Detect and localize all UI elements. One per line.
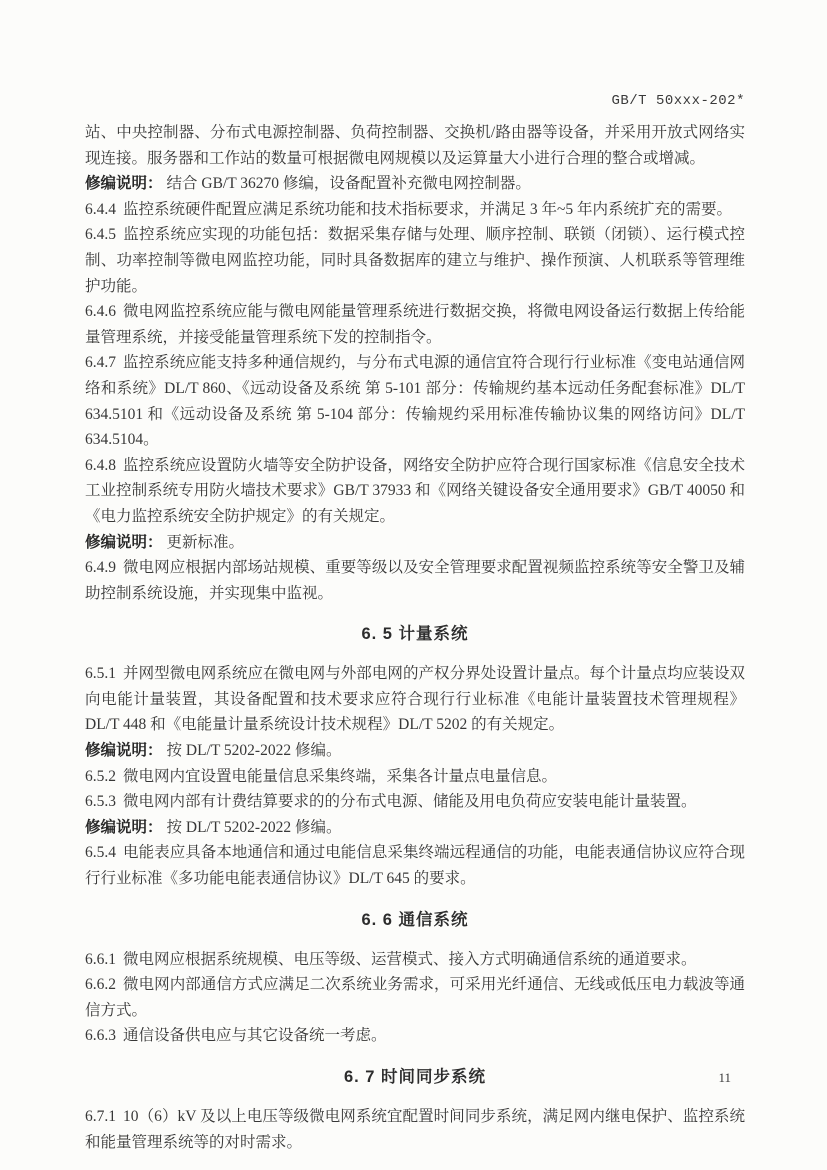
paragraph-text: 微电网内部通信方式应满足二次系统业务需求，可采用光纤通信、无线或低压电力载波等通信方式。 (85, 976, 745, 1019)
body-paragraph (85, 120, 745, 171)
clause-number: 6.6.2 (85, 976, 116, 994)
paragraph-text: 按 DL/T 5202-2022 修编。 (166, 818, 342, 836)
clause-paragraph (85, 972, 745, 1023)
section-heading: 6. 5 计量系统 (361, 625, 469, 644)
paragraph-text: 微电网监控系统应能与微电网能量管理系统进行数据交换，将微电网设备运行数据上传给能量管理系统，并接受能量管理系统下发的控制指令。 (85, 303, 745, 346)
paragraph-text: 10（6）kV 及以上电压等级微电网系统宜配置时间同步系统，满足网内继电保护、监控系统和能量管理系统等的对时需求。 (85, 1108, 745, 1151)
revision-note-paragraph (85, 530, 745, 556)
standard-number: GB/T 50xxx-202* (611, 93, 745, 109)
note-label: 修编说明： (85, 742, 163, 760)
paragraph-text: 微电网应根据内部场站规模、重要等级以及安全管理要求配置视频监控系统等安全警卫及辅助控制系统设施，并实现集中监视。 (85, 559, 745, 602)
paragraph-text: 站、中央控制器、分布式电源控制器、负荷控制器、交换机/路由器等设备，并采用开放式网络实现连接。服务器和工作站的数量可根据微电网规模以及运算量大小进行合理的整合或增减。 (85, 124, 745, 167)
paragraph-text: 微电网内宜设置电能量信息采集终端，采集各计量点电量信息。 (123, 767, 558, 785)
clause-number: 6.4.9 (85, 559, 116, 577)
paragraph-text: 监控系统应实现的功能包括：数据采集存储与处理、顺序控制、联锁（闭锁）、运行模式控制、功率控制等微电网监控功能，同时具备数据库的建立与维护、操作预演、人机联系等管理维护功能。 (85, 226, 745, 295)
clause-paragraph (85, 840, 745, 891)
revision-note-paragraph (85, 815, 745, 841)
paragraph-text: 电能表应具备本地通信和通过电能信息采集终端远程通信的功能，电能表通信协议应符合现行行业标准《多功能电能表通信协议》DL/T 645 的要求。 (85, 844, 745, 888)
paragraph-text: 更新标准。 (166, 533, 245, 551)
document-body (85, 120, 745, 1155)
paragraph-text: 监控系统应设置防火墙等安全防护设备，网络安全防护应符合现行国家标准《信息安全技术 工业控制系统专用防火墙技术要求》GB/T 37933 和《网络关键设备安全通用要求》GB/T 40050 和《电力监控系统安全防护规定》的有关规定。 (85, 456, 745, 525)
clause-number: 6.4.4 (85, 200, 116, 218)
revision-note-paragraph (85, 738, 745, 764)
clause-paragraph (85, 947, 745, 973)
note-label: 修编说明： (85, 533, 163, 551)
paragraph-text: 按 DL/T 5202-2022 修编。 (166, 742, 342, 760)
page-number: 11 (718, 1070, 731, 1085)
paragraph-text: 并网型微电网系统应在微电网与外部电网的产权分界处设置计量点。每个计量点均应装设双向电能计量装置，其设备配置和技术要求应符合现行行业标准《电能计量装置技术管理规程》DL/T 448 和《电能量计量系统设计技术规程》DL/T 5202 的有关规定。 (85, 665, 745, 734)
revision-note-paragraph (85, 171, 745, 197)
clause-paragraph (85, 222, 745, 299)
section-heading: 6. 7 时间同步系统 (343, 1068, 487, 1086)
clause-number: 6.7.1 (85, 1108, 116, 1125)
clause-paragraph (85, 350, 745, 452)
clause-paragraph (85, 1104, 745, 1155)
paragraph-text: 监控系统硬件配置应满足系统功能和技术指标要求，并满足 3 年~5 年内系统扩充的需要。 (123, 200, 733, 218)
note-label: 修编说明： (85, 175, 163, 193)
clause-paragraph (85, 1023, 745, 1049)
clause-paragraph (85, 197, 745, 223)
section-heading: 6. 6 通信系统 (361, 910, 469, 929)
clause-number: 6.4.6 (85, 303, 116, 321)
clause-paragraph (85, 789, 745, 815)
paragraph-text: 结合 GB/T 36270 修编，设备配置补充微电网控制器。 (166, 175, 531, 193)
clause-paragraph (85, 661, 745, 738)
paragraph-text: 通信设备供电应与其它设备统一考虑。 (123, 1027, 387, 1045)
page-header (85, 92, 745, 114)
clause-number: 6.4.8 (85, 456, 116, 474)
clause-paragraph (85, 299, 745, 350)
paragraph-text: 微电网应根据系统规模、电压等级、运营模式、接入方式明确通信系统的通道要求。 (123, 950, 697, 968)
clause-number: 6.6.3 (85, 1027, 116, 1045)
clause-number: 6.5.4 (85, 844, 116, 862)
clause-number: 6.4.7 (85, 354, 116, 372)
clause-number: 6.5.2 (85, 767, 116, 785)
clause-number: 6.5.3 (85, 793, 116, 811)
clause-paragraph (85, 555, 745, 606)
paragraph-text: 监控系统应能支持多种通信规约，与分布式电源的通信宜符合现行行业标准《变电站通信网络和系统》DL/T 860、《远动设备及系统 第 5-101 部分：传输规约基本远动任务配套标准》DL/T 634.5101 和《远动设备及系统 第 5-104 部分：传输规约采用标准传输协议集的网络访问》DL/T 634.5104。 (85, 354, 745, 449)
clause-number: 6.6.1 (85, 950, 116, 968)
clause-number: 6.5.1 (85, 665, 116, 683)
clause-number: 6.4.5 (85, 226, 116, 244)
clause-paragraph (85, 453, 745, 530)
note-label: 修编说明： (85, 818, 163, 836)
paragraph-text: 微电网内部有计费结算要求的的分布式电源、储能及用电负荷应安装电能计量装置。 (123, 793, 697, 811)
clause-paragraph (85, 764, 745, 790)
